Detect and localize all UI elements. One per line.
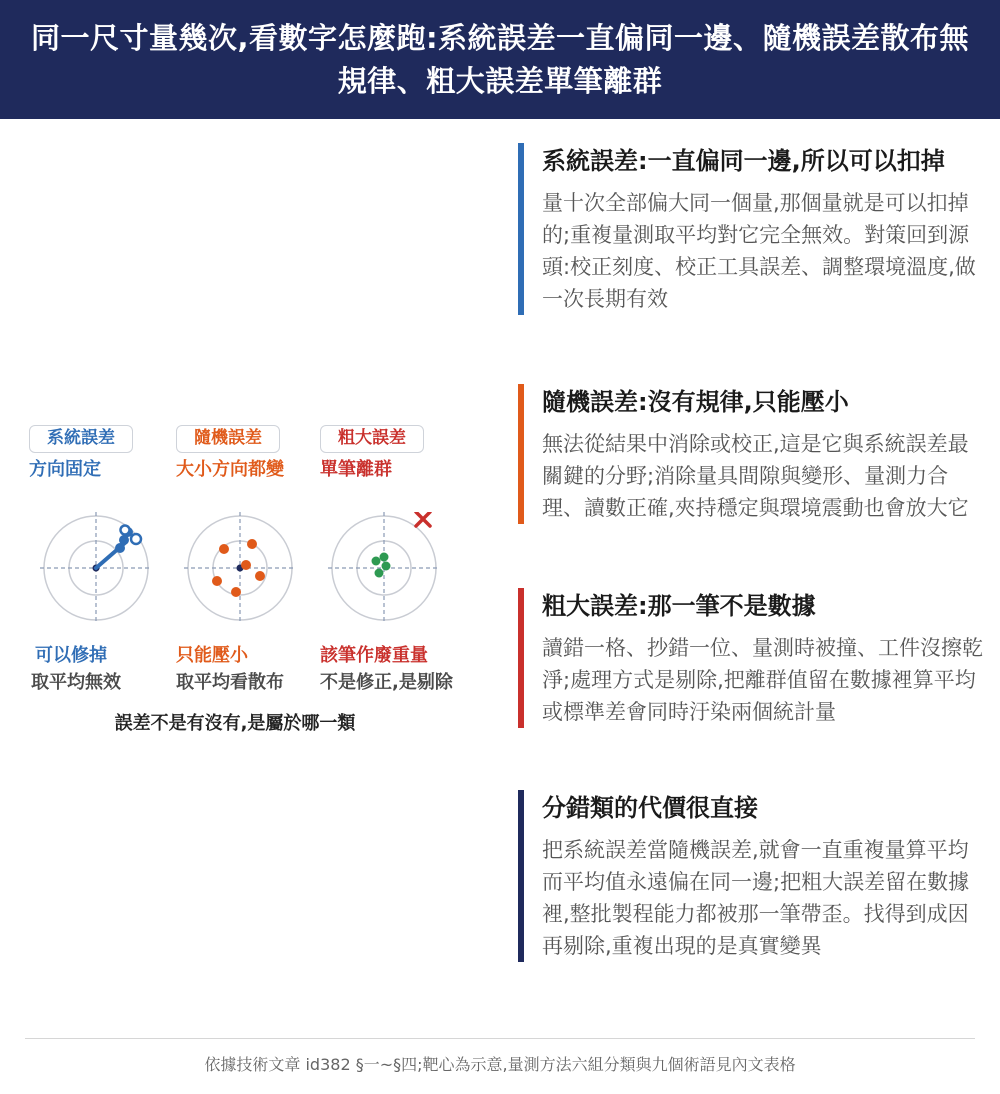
error-type-diagram <box>0 119 500 1039</box>
section-gross <box>518 588 988 728</box>
title-banner <box>0 0 1000 119</box>
result-random: 只能壓小 <box>176 645 248 666</box>
note-systematic: 取平均無效 <box>31 672 121 693</box>
section-body: 無法從結果中消除或校正,這是它與系統誤差最關鍵的分野;消除量具間隙與變形、量測力合理、讀數正確,夾持穩定與環境震動也會放大它 <box>542 432 969 520</box>
diagram-caption: 誤差不是有沒有,是屬於哪一類 <box>114 713 356 734</box>
target-gross <box>328 512 440 624</box>
accent-bar <box>518 384 524 524</box>
desc-random: 大小方向都變 <box>176 459 284 480</box>
tag-systematic: 系統誤差 <box>29 425 133 453</box>
section-title: 隨機誤差:沒有規律,只能壓小 <box>542 388 849 416</box>
section-body: 把系統誤差當隨機誤差,就會一直重複量算平均而平均值永遠偏在同一邊;把粗大誤差留在數據裡,整批製程能力都被那一筆帶歪。找得到成因再剔除,重複出現的是真實變異 <box>542 838 970 958</box>
page-title: 同一尺寸量幾次,看數字怎麼跑:系統誤差一直偏同一邊、隨機誤差散布無規律、粗大誤差單筆離群 <box>30 20 970 98</box>
target-random <box>184 512 296 624</box>
accent-bar <box>518 588 524 728</box>
tag-gross: 粗大誤差 <box>320 425 424 453</box>
target-systematic <box>40 512 152 624</box>
note-random: 取平均看散布 <box>176 672 284 693</box>
result-systematic: 可以修掉 <box>35 645 107 666</box>
desc-gross: 單筆離群 <box>320 459 392 480</box>
section-systematic <box>518 143 988 315</box>
section-random <box>518 384 988 524</box>
section-consequence <box>518 790 988 962</box>
result-gross: 該筆作廢重量 <box>320 645 428 666</box>
note-gross: 不是修正,是剔除 <box>320 672 453 693</box>
section-title: 分錯類的代價很直接 <box>542 794 758 822</box>
accent-bar <box>518 790 524 962</box>
accent-bar <box>518 143 524 315</box>
section-body: 量十次全部偏大同一個量,那個量就是可以扣掉的;重複量測取平均對它完全無效。對策回到源頭:校正刻度、校正工具誤差、調整環境溫度,做一次長期有效 <box>542 191 976 311</box>
tag-random: 隨機誤差 <box>176 425 280 453</box>
section-title: 粗大誤差:那一筆不是數據 <box>542 592 816 620</box>
desc-systematic: 方向固定 <box>29 459 101 480</box>
footer-note: 依據技術文章 id382 §一~§四;靶心為示意,量測方法六組分類與九個術語見內文表格 <box>204 1055 796 1074</box>
section-body: 讀錯一格、抄錯一位、量測時被撞、工件沒擦乾淨;處理方式是剔除,把離群值留在數據裡算平均或標準差會同時汙染兩個統計量 <box>542 636 983 724</box>
footer-divider <box>25 1038 975 1039</box>
section-title: 系統誤差:一直偏同一邊,所以可以扣掉 <box>542 147 945 175</box>
